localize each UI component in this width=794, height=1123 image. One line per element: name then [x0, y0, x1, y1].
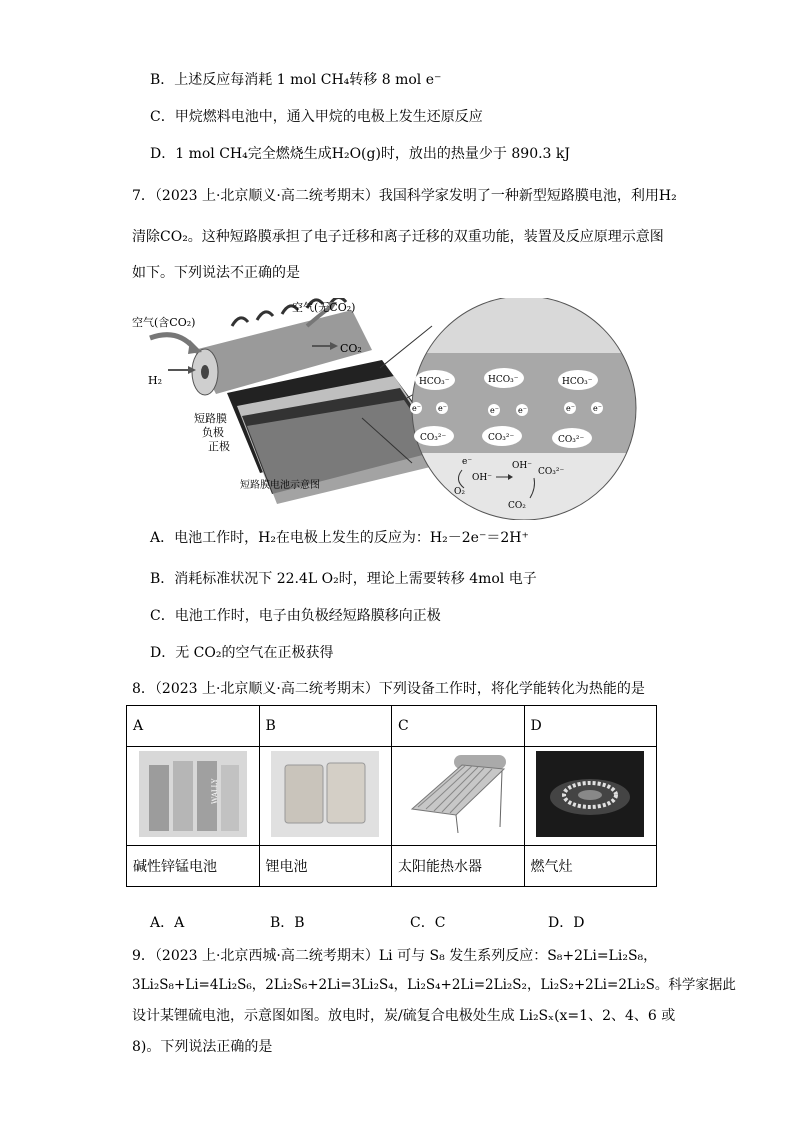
battery-brand: WALLY: [210, 778, 219, 804]
gas-stove-photo: [536, 751, 644, 837]
answer-choice-a: A．A: [150, 915, 185, 931]
q7-option-a: A．电池工作时，H₂在电极上发生的反应为：H₂－2e⁻＝2H⁺: [150, 530, 529, 546]
co3-ion: CO₃²⁻: [488, 433, 515, 443]
membrane-label: 短路膜: [194, 412, 227, 425]
co3-ion-row: [414, 426, 592, 448]
q9-line3: 设计某锂硫电池，示意图如图。放电时，炭/硫复合电极处生成 Li₂Sₓ(x=1、2、4、6 或: [132, 1008, 676, 1024]
short-circuit-membrane-cell-diagram: [132, 298, 662, 520]
q6-option-c: C．甲烷燃料电池中，通入甲烷的电极上发生还原反应: [150, 109, 483, 125]
q6-option-b: B．上述反应每消耗 1 mol CH₄转移 8 mol e⁻: [150, 72, 442, 88]
answer-choice-d: D．D: [548, 915, 585, 931]
co3-product-label: CO₃²⁻: [538, 467, 565, 477]
oh-product-label: OH⁻: [472, 473, 492, 483]
q8-stem: 8．（2023 上·北京顺义·高二统考期末）下列设备工作时，将化学能转化为热能的是: [132, 681, 645, 697]
solar-water-heater-photo: [404, 751, 512, 837]
positive-electrode-label: 正极: [208, 440, 230, 453]
answer-choice-c: C．C: [410, 915, 446, 931]
diagram-caption: 短路膜电池示意图: [240, 480, 320, 491]
negative-electrode-label: 负极: [202, 426, 224, 439]
option-label-a: 碱性锌锰电池: [127, 846, 260, 887]
air-out-label: 空气(无CO₂): [292, 301, 356, 314]
q8-options-table: [126, 705, 657, 887]
electron: e⁻: [593, 404, 602, 413]
co3-ion: CO₃²⁻: [420, 433, 447, 443]
option-header-a: A: [127, 706, 260, 747]
answer-choice-b: B．B: [270, 915, 305, 931]
electron: e⁻: [412, 404, 421, 413]
hco3-ion: HCO₃⁻: [488, 375, 519, 385]
alkaline-battery-photo: [139, 751, 247, 837]
hco3-ion: HCO₃⁻: [562, 377, 593, 387]
lithium-battery-photo: [271, 751, 379, 837]
co2-reactant-label: CO₂: [508, 501, 526, 511]
oh-label: OH⁻: [512, 461, 532, 471]
q7-stem-line3: 如下。下列说法不正确的是: [132, 265, 300, 281]
electron: e⁻: [566, 404, 575, 413]
electron: e⁻: [490, 406, 499, 415]
q7-stem-line1: 7．（2023 上·北京顺义·高二统考期末）我国科学家发明了一种新型短路膜电池，利用H₂: [132, 188, 677, 204]
q7-option-d: D．无 CO₂的空气在正极获得: [150, 645, 334, 661]
option-label-c: 太阳能热水器: [392, 846, 525, 887]
q6-option-d: D．1 mol CH₄完全燃烧生成H₂O(g)时，放出的热量少于 890.3 kJ: [150, 146, 571, 162]
option-header-b: B: [259, 706, 392, 747]
electron: e⁻: [438, 404, 447, 413]
o2-label: O₂: [454, 487, 465, 497]
magnified-view: [412, 298, 662, 520]
q9-line4: 8)。下列说法正确的是: [132, 1039, 273, 1055]
hco3-ion: HCO₃⁻: [419, 377, 450, 387]
option-label-d: 燃气灶: [524, 846, 657, 887]
h2-in-label: H₂: [148, 374, 163, 387]
air-in-label: 空气(含CO₂): [132, 316, 196, 329]
option-header-d: D: [524, 706, 657, 747]
electron-label: e⁻: [462, 457, 473, 467]
q7-stem-line2: 清除CO₂。这种短路膜承担了电子迁移和离子迁移的双重功能，装置及反应原理示意图: [132, 229, 664, 245]
option-label-b: 锂电池: [259, 846, 392, 887]
co2-out-label: CO₂: [340, 342, 362, 355]
q9-line1: 9．（2023 上·北京西城·高二统考期末）Li 可与 S₈ 发生系列反应：S₈+2Li=Li₂S₈，: [132, 948, 658, 964]
electron: e⁻: [518, 406, 527, 415]
co3-ion: CO₃²⁻: [558, 435, 585, 445]
q7-option-c: C．电池工作时，电子由负极经短路膜移向正极: [150, 608, 441, 624]
q7-option-b: B．消耗标准状况下 22.4L O₂时，理论上需要转移 4mol 电子: [150, 571, 537, 587]
option-header-c: C: [392, 706, 525, 747]
q9-line2: 3Li₂S₈+Li=4Li₂S₆，2Li₂S₆+2Li=3Li₂S₄，Li₂S₄+2Li=2Li₂S₂，Li₂S₂+2Li=2Li₂S。科学家据此: [132, 977, 736, 993]
hco3-ion-row: [415, 368, 598, 390]
